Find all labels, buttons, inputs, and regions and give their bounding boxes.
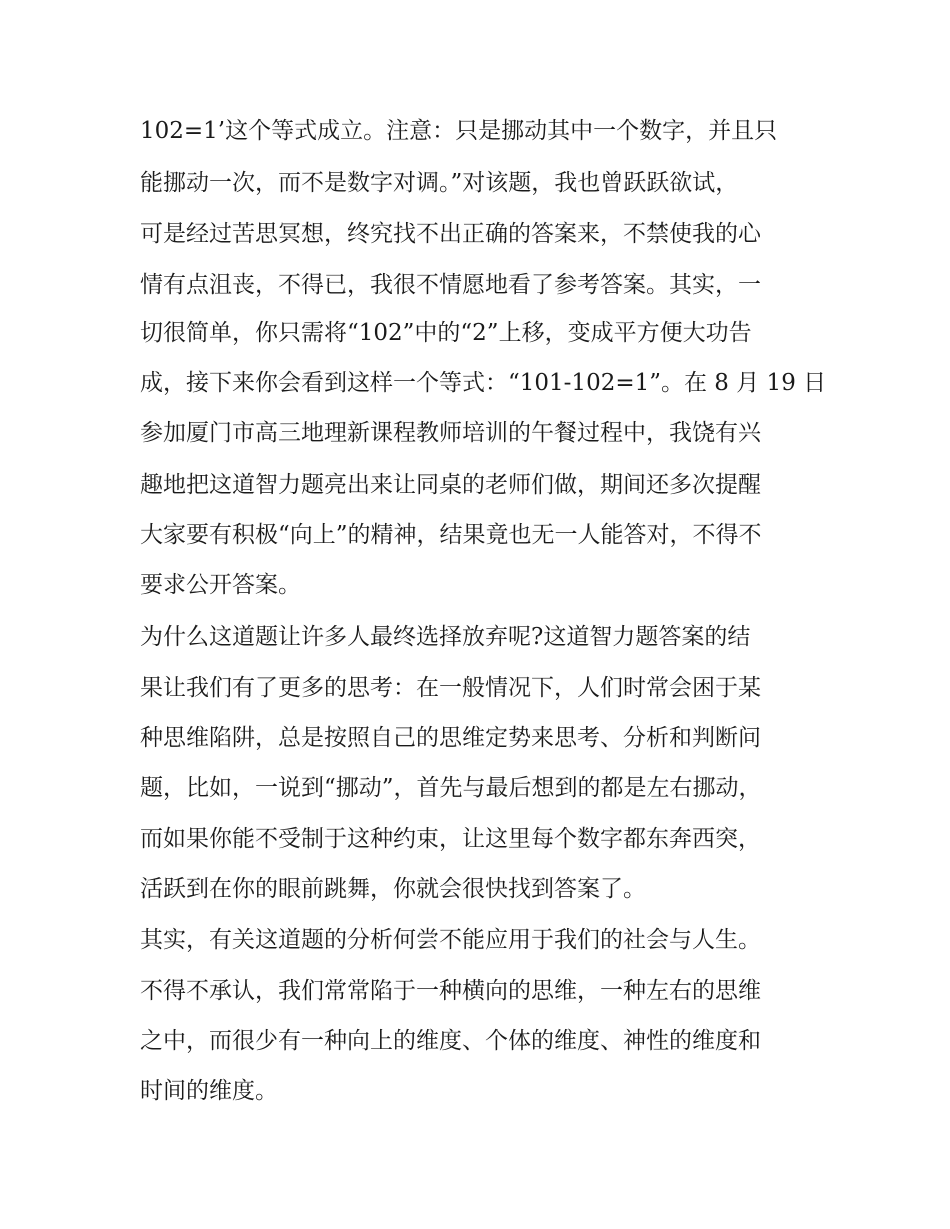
text-line: 大家要有积极“向上”的精神，结果竟也无一人能答对，不得不	[140, 522, 762, 548]
text-line: 之中，而很少有一种向上的维度、个体的维度、神性的维度和	[140, 1028, 761, 1054]
text-line: 成，接下来你会看到这样一个等式：“101-102=1”。在 8 月 19 日	[140, 370, 827, 396]
text-line: 不得不承认，我们常常陷于一种横向的思维，一种左右的思维	[140, 978, 761, 1004]
text-line: 题，比如，一说到“挪动”，首先与最后想到的都是左右挪动，	[140, 775, 762, 801]
text-line: 要求公开答案。	[140, 572, 301, 598]
text-line: 而如果你能不受制于这种约束，让这里每个数字都东奔西突，	[140, 826, 761, 852]
text-line: 能挪动一次，而不是数字对调。”对该题，我也曾跃跃欲试，	[140, 170, 739, 196]
text-line: 时间的维度。	[140, 1078, 278, 1104]
text-line: 活跃到在你的眼前跳舞，你就会很快找到答案了。	[140, 876, 646, 902]
text-line: 102=1’这个等式成立。注意：只是挪动其中一个数字，并且只	[140, 118, 778, 144]
text-line: 种思维陷阱，总是按照自己的思维定势来思考、分析和判断问	[140, 725, 761, 751]
text-line: 可是经过苦思冥想，终究找不出正确的答案来，不禁使我的心	[140, 221, 761, 247]
text-line: 参加厦门市高三地理新课程教师培训的午餐过程中，我饶有兴	[140, 420, 761, 446]
text-line: 趣地把这道智力题亮出来让同桌的老师们做，期间还多次提醒	[140, 472, 761, 498]
text-line: 果让我们有了更多的思考：在一般情况下，人们时常会困于某	[140, 675, 761, 701]
text-line: 其实，有关这道题的分析何尝不能应用于我们的社会与人生。	[140, 927, 761, 953]
text-line: 为什么这道题让许多人最终选择放弃呢?这道智力题答案的结	[140, 624, 751, 650]
text-line: 情有点沮丧，不得已，我很不情愿地看了参考答案。其实，一	[140, 272, 761, 298]
text-line: 切很简单，你只需将“102”中的“2”上移，变成平方便大功告	[140, 320, 752, 346]
